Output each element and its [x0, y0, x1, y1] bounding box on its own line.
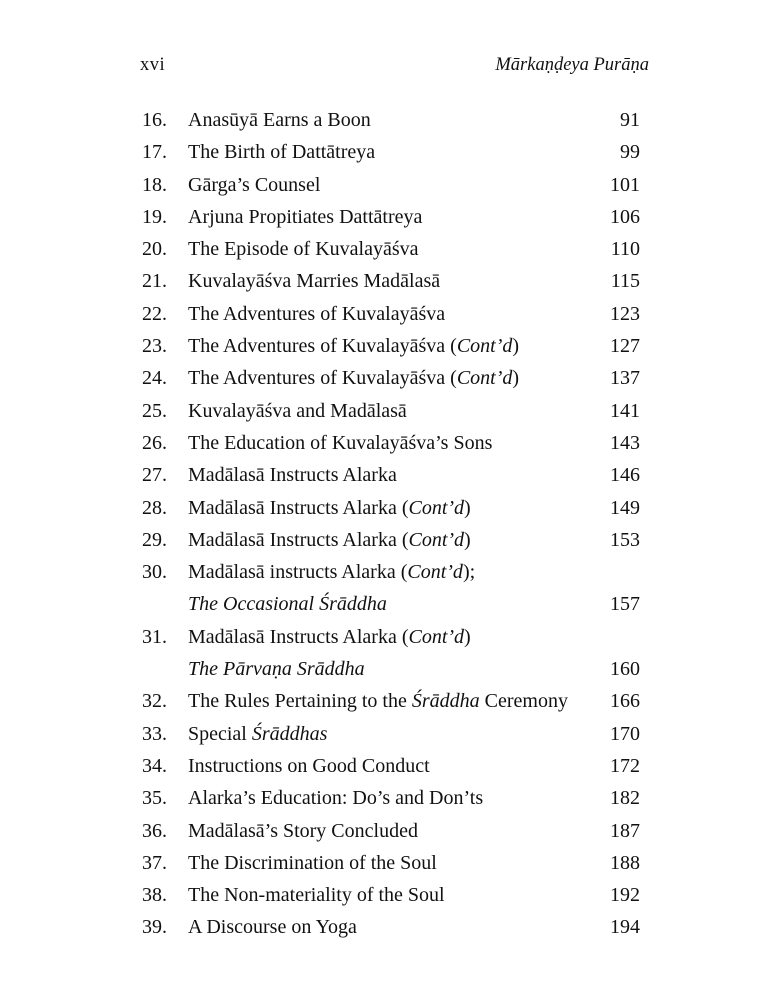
- chapter-title: [188, 395, 594, 427]
- chapter-number: 36.: [142, 819, 167, 842]
- chapter-number: 24.: [142, 367, 167, 390]
- page-number: 170: [610, 722, 640, 745]
- chapter-title: [188, 427, 594, 459]
- running-title: Mārkaṇḍeya Purāṇa: [495, 55, 649, 75]
- chapter-title-segment: Ceremony: [479, 690, 568, 713]
- chapter-number: 29.: [142, 528, 167, 551]
- chapter-title-segment: Instructions on Good Conduct: [188, 754, 430, 777]
- toc-entry-line: [142, 653, 640, 685]
- chapter-title: [188, 847, 594, 879]
- chapter-title-segment: ): [464, 625, 471, 648]
- chapter-title-segment: Kuvalayāśva and Madālasā: [188, 399, 407, 422]
- chapter-title-italic-segment: Cont’d: [408, 625, 465, 648]
- chapter-number: 21.: [142, 270, 167, 293]
- toc-entry-line: [142, 201, 640, 233]
- chapter-title-segment: The Adventures of Kuvalayāśva (: [188, 367, 457, 390]
- page-header: [140, 54, 649, 76]
- chapter-title-segment: Anasūyā Earns a Boon: [188, 109, 371, 131]
- chapter-number: 38.: [142, 884, 167, 907]
- chapter-number: 33.: [142, 722, 167, 745]
- page-number: 115: [610, 270, 640, 293]
- toc-entry-line: [142, 459, 640, 491]
- chapter-number: 31.: [142, 625, 167, 648]
- chapter-number: 35.: [142, 787, 167, 810]
- chapter-title-italic-segment: Cont’d: [408, 528, 465, 551]
- page-number: 106: [610, 205, 640, 228]
- chapter-title-segment: The Episode of Kuvalayāśva: [188, 238, 419, 261]
- chapter-number: 26.: [142, 431, 167, 454]
- toc-entry-line: [142, 911, 640, 943]
- chapter-number: 19.: [142, 205, 167, 228]
- chapter-number: 32.: [142, 690, 167, 713]
- chapter-title-segment: The Discrimination of the Soul: [188, 851, 437, 874]
- folio-number: xvi: [140, 55, 166, 75]
- chapter-title: [188, 104, 594, 136]
- page-number: 172: [610, 754, 640, 777]
- chapter-number: 28.: [142, 496, 167, 519]
- chapter-number: 25.: [142, 399, 167, 422]
- chapter-number: 22.: [142, 302, 167, 325]
- chapter-title: [188, 136, 594, 168]
- toc-entry-line: [142, 169, 640, 201]
- page-number: 137: [610, 367, 640, 390]
- page-number: 127: [610, 335, 640, 358]
- page-number: 188: [610, 851, 640, 874]
- page-number: 166: [610, 690, 640, 713]
- chapter-title: [188, 459, 594, 491]
- chapter-title: [188, 298, 594, 330]
- chapter-title-segment: ): [512, 367, 520, 390]
- toc-entry-line: [142, 136, 640, 168]
- page-number: 143: [610, 431, 640, 454]
- toc-entry-line: [142, 621, 640, 653]
- chapter-number: 30.: [142, 561, 167, 584]
- page-number: 123: [610, 302, 640, 325]
- chapter-number: 17.: [142, 141, 167, 164]
- chapter-number: 23.: [142, 335, 167, 358]
- toc-entry-line: [142, 330, 640, 362]
- toc-entry-line: [142, 395, 640, 427]
- chapter-title: [188, 362, 594, 394]
- page-number: 182: [610, 787, 640, 810]
- chapter-title-segment: Madālasā’s Story Concluded: [188, 819, 418, 842]
- toc-entry-line: [142, 427, 640, 459]
- chapter-title-italic-segment: Cont’d: [408, 496, 465, 519]
- toc-entry-line: [142, 524, 640, 556]
- chapter-number: 37.: [142, 851, 167, 874]
- chapter-title: [188, 621, 594, 653]
- page-number: 91: [620, 109, 640, 131]
- chapter-title: [188, 685, 594, 717]
- page-number: 101: [610, 173, 640, 196]
- toc-entry-line: [142, 492, 640, 524]
- chapter-title-segment: Gārga’s Counsel: [188, 173, 321, 196]
- chapter-title-segment: The Adventures of Kuvalayāśva (: [188, 335, 457, 358]
- chapter-title: [188, 879, 594, 911]
- chapter-number: 27.: [142, 464, 167, 487]
- chapter-title-segment: The Education of Kuvalayāśva’s Sons: [188, 431, 493, 454]
- page-number: 141: [610, 399, 640, 422]
- chapter-title: [188, 815, 594, 847]
- toc-entry-line: [142, 718, 640, 750]
- chapter-title: [188, 201, 594, 233]
- chapter-title-segment: The Adventures of Kuvalayāśva: [188, 302, 446, 325]
- page-number: 99: [620, 141, 640, 164]
- chapter-title-segment: );: [462, 561, 476, 584]
- toc-entry-line: [142, 298, 640, 330]
- page-number: 160: [610, 658, 640, 681]
- chapter-title-segment: Madālasā Instructs Alarka (: [188, 625, 409, 648]
- page-number: 187: [610, 819, 640, 842]
- chapter-title-segment: ): [464, 496, 471, 519]
- page-number: 194: [610, 916, 640, 939]
- toc-entry-line: [142, 362, 640, 394]
- chapter-title-italic-segment: The Occasional Śrāddha: [188, 593, 387, 616]
- chapter-title-segment: Arjuna Propitiates Dattātreya: [188, 205, 423, 228]
- chapter-number: 16.: [142, 109, 167, 131]
- chapter-title-segment: The Rules Pertaining to the: [188, 690, 412, 713]
- page-number: 146: [610, 464, 640, 487]
- chapter-title: [188, 750, 594, 782]
- toc-entry-line: [142, 685, 640, 717]
- chapter-title-italic-segment: Cont’d: [456, 335, 513, 358]
- chapter-title: [188, 492, 594, 524]
- page-number: 192: [610, 884, 640, 907]
- chapter-title: [188, 524, 594, 556]
- toc-list: [142, 104, 640, 944]
- chapter-title: [188, 653, 594, 685]
- toc-entry-line: [142, 750, 640, 782]
- chapter-number: 34.: [142, 754, 167, 777]
- chapter-title: [188, 782, 594, 814]
- toc-entry-line: [142, 104, 640, 136]
- chapter-number: 39.: [142, 916, 167, 939]
- chapter-title: [188, 588, 594, 620]
- page-number: 149: [610, 496, 640, 519]
- toc-entry-line: [142, 782, 640, 814]
- chapter-title: [188, 556, 594, 588]
- page-number: 110: [610, 238, 640, 261]
- chapter-title: [188, 911, 594, 943]
- chapter-title-segment: Madālasā Instructs Alarka (: [188, 528, 409, 551]
- chapter-title-segment: Special: [188, 722, 252, 745]
- chapter-title-segment: A Discourse on Yoga: [188, 916, 357, 939]
- chapter-title-italic-segment: Cont’d: [456, 367, 513, 390]
- toc-entry-line: [142, 265, 640, 297]
- chapter-title-segment: The Non-materiality of the Soul: [188, 884, 445, 907]
- toc-entry-line: [142, 847, 640, 879]
- chapter-number: 18.: [142, 173, 167, 196]
- chapter-title: [188, 233, 594, 265]
- chapter-title: [188, 169, 594, 201]
- chapter-title: [188, 718, 594, 750]
- toc-entry-line: [142, 588, 640, 620]
- toc-entry-line: [142, 556, 640, 588]
- chapter-title-italic-segment: Śrāddhas: [251, 722, 328, 745]
- chapter-title-italic-segment: Cont’d: [407, 561, 463, 584]
- chapter-title: [188, 265, 594, 297]
- chapter-title-segment: Madālasā instructs Alarka (: [188, 561, 408, 584]
- toc-entry-line: [142, 879, 640, 911]
- chapter-title-segment: ): [512, 335, 520, 358]
- page-number: 153: [610, 528, 640, 551]
- page-number: 157: [610, 593, 640, 616]
- chapter-title-segment: Alarka’s Education: Do’s and Don’ts: [188, 787, 484, 810]
- chapter-title-segment: ): [464, 528, 471, 551]
- chapter-number: 20.: [142, 238, 167, 261]
- toc-entry-line: [142, 233, 640, 265]
- chapter-title-segment: Madālasā Instructs Alarka: [188, 464, 397, 487]
- chapter-title-italic-segment: The Pārvaṇa Srāddha: [188, 658, 365, 681]
- chapter-title: [188, 330, 594, 362]
- chapter-title-segment: Kuvalayāśva Marries Madālasā: [188, 270, 441, 293]
- chapter-title-segment: Madālasā Instructs Alarka (: [188, 496, 409, 519]
- chapter-title-segment: The Birth of Dattātreya: [188, 141, 376, 164]
- toc-entry-line: [142, 815, 640, 847]
- chapter-title-italic-segment: Śrāddha: [411, 690, 480, 713]
